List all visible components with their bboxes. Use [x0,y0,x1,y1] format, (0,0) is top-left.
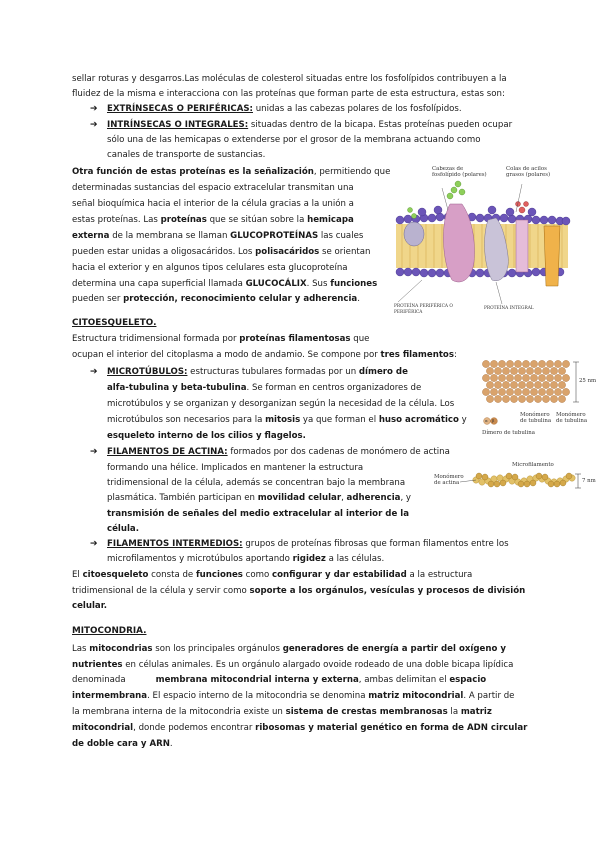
membrane-label-integral: PROTEÍNA INTEGRAL [484,306,534,311]
cyto-summary-3: celular. [72,601,108,611]
arrow-bullet-icon: ➔ [90,104,98,114]
bullet-intermedios: FILAMENTOS INTERMEDIOS: grupos de proteínas fibrosas que forman filamentos entre los [107,539,509,549]
membrane-label-heads: Cabezas de fosfolípido (polares) [432,166,487,178]
bullet-actina-l5: transmisión de señales del medio extracelular al interior de la [107,509,410,519]
bullet-microtubulos-l4: microtúbulos son necesarios para la mitosis ya que forman el huso acromático y [107,415,467,425]
bullet-microtubulos-l2: alfa-tubulina y beta-tubulina. Se forman en centros organizadores de [107,383,422,393]
mt-label-dimer: Dímero de tubulina [482,430,535,436]
actin-dim-label: 7 nm [582,478,596,484]
bullet-actina-l6: célula. [107,524,139,534]
intro-line-1: sellar roturas y desgarros.Las moléculas de colesterol situadas entre los fosfolípidos contribuyen a la [72,74,507,84]
bullet-microtubulos-l3: microtúbulos y se organizan y desorganizan según la necesidad de la célula. Los [107,399,455,409]
mito-line-5: la membrana interna de la mitocondria existe un sistema de crestas membranosas la matriz [72,707,492,717]
signal-line-2: determinadas sustancias del espacio extracelular transmitan una [72,183,354,193]
bullet-extrinsecas: EXTRÍNSECAS O PERIFÉRICAS: unidas a las cabezas polares de los fosfolípidos. [107,104,462,114]
arrow-bullet-icon: ➔ [90,367,98,377]
signal-line-8: determina una capa superficial llamada GLUCOCÁLIX. Sus funciones [72,279,378,289]
signal-line-1: Otra función de estas proteínas es la señalización, permitiendo que [72,167,391,177]
microtubule-diagram [478,358,597,440]
signal-line-5: externa de la membrana se llaman GLUCOPROTEÍNAS las cuales [72,231,364,241]
bullet-intrinsecas-l3: canales de transporte de sustancias. [107,150,266,160]
actin-diagram [430,458,596,498]
signal-line-9: pueden ser protección, reconocimiento celular y adherencia. [72,294,360,304]
signal-line-3: señal bioquímica hacia el interior de la célula gracias a la unión a [72,199,354,209]
intro-line-2: fluidez de la misma e interacciona con las proteínas que forman parte de esta estructura, estas son: [72,89,505,99]
signal-line-6: pueden estar unidas a oligosacáridos. Los polisacáridos se orientan [72,247,371,257]
arrow-bullet-icon: ➔ [90,539,98,549]
membrane-label-tails: Colas de acilos grasos (polares) [506,166,551,178]
mt-label-monomer-1: Monómero de tubulina [520,412,552,424]
cyto-heading: CITOESQUELETO. [72,318,157,328]
mt-label-monomer-2: Monómero de tubulina [556,412,588,424]
bullet-intrinsecas-l2: sólo una de las hemicapas o extenderse por el grosor de la membrana actuando como [107,135,481,145]
microtubule-illustration [478,358,590,440]
mito-line-4: intermembrana. El espacio interno de la mitocondria se denomina matriz mitocondrial. A partir de [72,691,515,701]
signal-line-7: hacia el exterior y en algunos tipos celulares esta glucoproteína [72,263,348,273]
cyto-summary-2: tridimensional de la célula y servir como soporte a los orgánulos, vesículas y procesos de división [72,586,526,596]
bullet-actina-l3: tridimensional de la célula, además se concentran bajo la membrana [107,478,406,488]
bullet-microtubulos-l5: esqueleto interno de los cilios y flagelos. [107,431,306,441]
membrane-diagram [392,162,572,320]
mito-line-3: denominada membrana mitocondrial interna y externa, ambas delimitan el espacio [72,675,487,685]
mito-line-6: mitocondrial, donde podemos encontrar ribosomas y material genético en forma de ADN circular [72,723,528,733]
membrane-illustration [392,162,572,320]
cyto-line-2: ocupan el interior del citoplasma a modo de andamio. Se compone por tres filamentos: [72,350,457,360]
membrane-label-peripheral: PROTEÍNA PERIFÉRICA O PERIFÉRICA [394,304,453,315]
bullet-microtubulos: MICROTÚBULOS: estructuras tubulares formadas por un dímero de [107,367,408,377]
cyto-line-1: Estructura tridimensional formada por proteínas filamentosas que [72,334,370,344]
bullet-actina: FILAMENTOS DE ACTINA: formados por dos cadenas de monómero de actina [107,447,450,457]
mt-label-beta: β [492,418,495,423]
mt-dim-label: 25 nm [579,378,597,384]
signal-line-4: estas proteínas. Las proteínas que se sitúan sobre la hemicapa [72,215,354,225]
mito-line-1: Las mitocondrias son los principales orgánulos generadores de energía a partir del oxígeno y [72,644,506,654]
bullet-actina-l4: plasmática. También participan en movilidad celular, adherencia, y [107,493,412,503]
cyto-summary-1: El citoesqueleto consta de funciones como configurar y dar estabilidad a la estructura [72,570,473,580]
bullet-intermedios-l2: microfilamentos y microtúbulos aportando rigidez a las células. [107,554,385,564]
actin-label-filament: Microfilamento [512,462,554,468]
arrow-bullet-icon: ➔ [90,120,98,130]
mito-line-7: de doble cara y ARN. [72,739,173,749]
mito-line-2: nutrientes en células animales. Es un orgánulo alargado ovoide rodeado de una doble bicapa lipídica [72,660,514,670]
mito-heading: MITOCONDRIA. [72,626,147,636]
bullet-actina-l2: formando una hélice. Implicados en mantener la estructura [107,463,364,473]
bullet-intrinsecas: INTRÍNSECAS O INTEGRALES: situadas dentro de la bicapa. Estas proteínas pueden ocupar [107,120,513,130]
mt-label-alpha: α [485,418,488,423]
actin-label-monomer: Monómero de actina [434,474,464,486]
arrow-bullet-icon: ➔ [90,447,98,457]
